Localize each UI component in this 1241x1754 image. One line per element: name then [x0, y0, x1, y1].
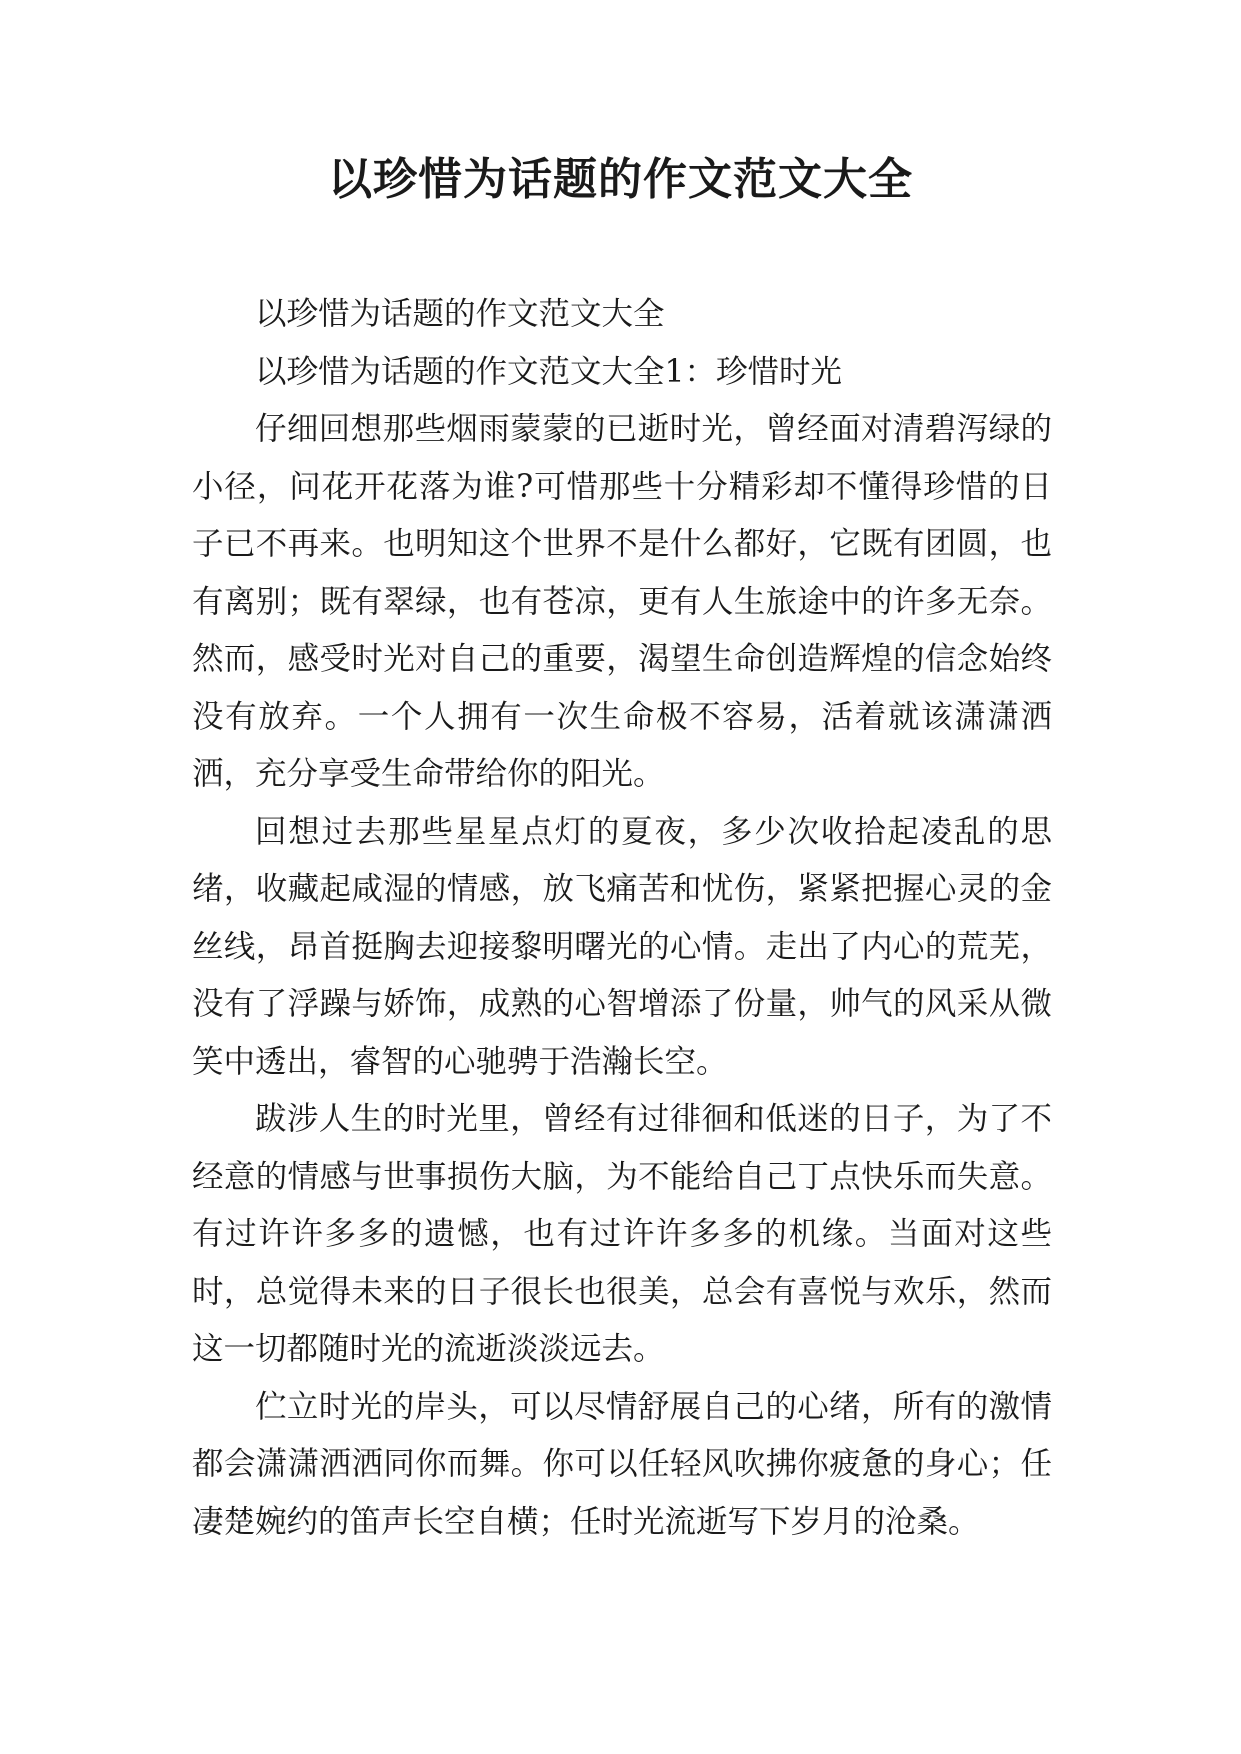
body-paragraph: 仔细回想那些烟雨蒙蒙的已逝时光，曾经面对清碧泻绿的小径，问花开花落为谁?可惜那些十分精彩却不懂得珍惜的日子已不再来。也明知这个世界不是什么都好，它既有团圆，也有离别；既有翠绿，也有苍凉，更有人生旅途中的许多无奈。然而，感受时光对自己的重要，渴望生命创造辉煌的信念始终没有放弃。一个人拥有一次生命极不容易，活着就该潇潇洒洒，充分享受生命带给你的阳光。 — [192, 411, 1052, 792]
body-paragraph: 回想过去那些星星点灯的夏夜，多少次收拾起凌乱的思绪，收藏起咸湿的情感，放飞痛苦和忧伤，紧紧把握心灵的金丝线，昂首挺胸去迎接黎明曙光的心情。走出了内心的荒芜，没有了浮躁与娇饰，成熟的心智增添了份量，帅气的风采从微笑中透出，睿智的心驰骋于浩瀚长空。 — [192, 813, 1052, 1080]
body-paragraph: 伫立时光的岸头，可以尽情舒展自己的心绪，所有的激情都会潇潇洒洒同你而舞。你可以任轻风吹拂你疲惫的身心；任凄楚婉约的笛声长空自横；任时光流逝写下岁月的沧桑。 — [192, 1388, 1052, 1540]
subtitle-paragraph: 以珍惜为话题的作文范文大全 — [255, 296, 665, 332]
section-heading-paragraph: 以珍惜为话题的作文范文大全1：珍惜时光 — [255, 353, 843, 390]
document-body — [192, 286, 1052, 1551]
body-paragraph: 跋涉人生的时光里，曾经有过徘徊和低迷的日子，为了不经意的情感与世事损伤大脑，为不能给自己丁点快乐而失意。有过许许多多的遗憾，也有过许许多多的机缘。当面对这些时，总觉得未来的日子很长也很美，总会有喜悦与欢乐，然而这一切都随时光的流逝淡淡远去。 — [192, 1101, 1052, 1367]
document-title: 以珍惜为话题的作文范文大全 — [328, 154, 913, 205]
